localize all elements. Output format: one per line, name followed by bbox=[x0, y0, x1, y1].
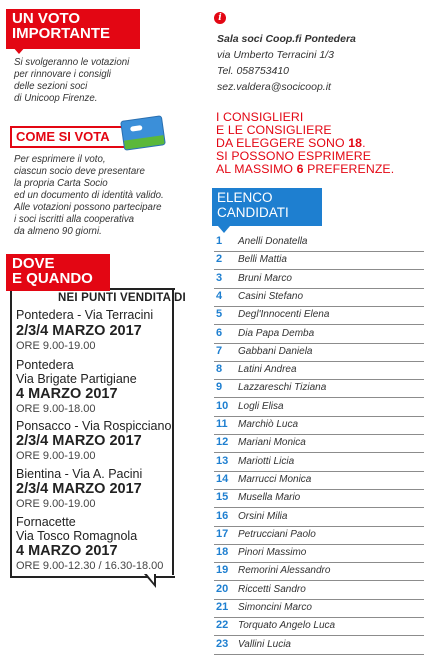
dove-heading-line1: DOVE bbox=[12, 255, 55, 272]
candidate-name: Dia Papa Demba bbox=[238, 327, 315, 339]
location-date: 2/3/4 MARZO 2017 bbox=[16, 481, 142, 497]
contact-phone: Tel. 058753410 bbox=[217, 65, 290, 77]
candidate-number: 10 bbox=[216, 399, 229, 412]
candidate-name: Remorini Alessandro bbox=[238, 565, 331, 577]
consiglieri-line: I CONSIGLIERI bbox=[216, 110, 304, 124]
candidate-row bbox=[214, 251, 424, 270]
candidate-row bbox=[214, 379, 424, 398]
voto-heading bbox=[6, 9, 140, 49]
candidate-row bbox=[214, 288, 424, 307]
voto-text-line: di Unicoop Firenze. bbox=[14, 93, 98, 104]
candidate-row bbox=[214, 489, 424, 508]
candidate-number: 15 bbox=[216, 491, 229, 504]
candidate-name: Latini Andrea bbox=[238, 364, 297, 376]
location-hours: ORE 9.00-18.00 bbox=[16, 403, 96, 415]
candidate-number: 4 bbox=[216, 289, 223, 302]
contact-email: sez.valdera@socicoop.it bbox=[217, 81, 331, 93]
come-text-line: ed un documento di identità valido. bbox=[14, 190, 164, 201]
candidate-number: 23 bbox=[216, 637, 229, 650]
candidate-row bbox=[214, 306, 424, 325]
location-place: Bientina - Via A. Pacini bbox=[16, 467, 143, 481]
locations-box-border bbox=[172, 288, 174, 575]
consiglieri-line: E LE CONSIGLIERE bbox=[216, 123, 332, 137]
candidate-row bbox=[214, 526, 424, 545]
candidate-row bbox=[214, 636, 424, 655]
candidate-name: Mariani Monica bbox=[238, 437, 306, 449]
candidate-number: 5 bbox=[216, 308, 223, 321]
location-place: Pontedera bbox=[16, 358, 74, 372]
voto-description bbox=[14, 57, 184, 105]
candidate-name: Lazzareschi Tiziana bbox=[238, 382, 327, 394]
candidate-number: 14 bbox=[216, 472, 229, 485]
candidate-row bbox=[214, 361, 424, 380]
candidate-row bbox=[214, 343, 424, 362]
candidate-row bbox=[214, 453, 424, 472]
location-date: 2/3/4 MARZO 2017 bbox=[16, 323, 142, 339]
consiglieri-notice bbox=[216, 111, 426, 176]
candidate-number: 1 bbox=[216, 235, 223, 247]
candidate-row bbox=[214, 581, 424, 600]
candidate-name: Anelli Donatella bbox=[238, 236, 308, 247]
elenco-heading bbox=[212, 188, 322, 226]
candidate-row bbox=[214, 416, 424, 435]
candidate-number: 11 bbox=[216, 418, 228, 430]
elenco-heading-line2: CANDIDATI bbox=[217, 205, 289, 220]
candidate-name: Riccetti Sandro bbox=[238, 583, 306, 595]
come-text-line: Alle votazioni possono partecipare bbox=[14, 202, 162, 213]
candidate-name: Marrucci Monica bbox=[238, 473, 312, 485]
candidate-number: 17 bbox=[216, 527, 229, 540]
consiglieri-line: AL MASSIMO 6 PREFERENZE. bbox=[216, 162, 395, 176]
candidate-row bbox=[214, 544, 424, 563]
location-hours: ORE 9.00-19.00 bbox=[16, 450, 96, 462]
dove-heading-line2: E QUANDO bbox=[12, 270, 93, 287]
seats-count: 18 bbox=[348, 136, 363, 150]
candidate-name: Mariotti Licia bbox=[238, 455, 295, 467]
candidate-number: 16 bbox=[216, 509, 229, 522]
candidate-row bbox=[214, 398, 424, 417]
candidate-row bbox=[214, 617, 424, 636]
candidate-name: Gabbani Daniela bbox=[238, 345, 313, 357]
candidate-number: 3 bbox=[216, 271, 223, 284]
candidate-row bbox=[214, 270, 424, 289]
elenco-heading-pointer bbox=[218, 226, 230, 233]
candidate-row bbox=[214, 508, 424, 527]
consiglieri-line: DA ELEGGERE SONO 18. bbox=[216, 136, 366, 150]
candidate-name: Petrucciani Paolo bbox=[238, 528, 316, 540]
preferences-count: 6 bbox=[296, 162, 304, 176]
candidate-number: 2 bbox=[216, 253, 223, 266]
candidate-name: Bruni Marco bbox=[238, 272, 292, 284]
come-text-line: la propria Carta Socio bbox=[14, 178, 108, 189]
location-hours: ORE 9.00-19.00 bbox=[16, 340, 96, 352]
location-date: 4 MARZO 2017 bbox=[16, 386, 118, 402]
candidate-number: 7 bbox=[216, 344, 223, 357]
candidate-row bbox=[214, 562, 424, 581]
candidate-name: Degl'Innocenti Elena bbox=[238, 309, 330, 321]
location-street: Via Brigate Partigiane bbox=[16, 372, 137, 386]
candidate-name: Orsini Milia bbox=[238, 510, 288, 522]
candidate-row bbox=[214, 233, 424, 252]
candidate-number: 22 bbox=[216, 619, 229, 632]
candidate-name: Logli Elisa bbox=[238, 400, 284, 412]
come-text-line: i soci iscritti alla cooperativa bbox=[14, 214, 135, 225]
come-si-vota-heading: COME SI VOTA bbox=[10, 126, 126, 148]
info-icon: i bbox=[214, 12, 226, 24]
elenco-heading-line1: ELENCO bbox=[217, 190, 273, 205]
candidate-number: 12 bbox=[216, 436, 229, 449]
candidate-number: 21 bbox=[216, 601, 229, 613]
voto-heading-line2: IMPORTANTE bbox=[12, 25, 111, 42]
come-description bbox=[14, 154, 214, 238]
candidate-row bbox=[214, 434, 424, 453]
candidate-name: Marchiò Luca bbox=[238, 419, 299, 430]
candidate-number: 6 bbox=[216, 326, 223, 339]
location-date: 2/3/4 MARZO 2017 bbox=[16, 433, 142, 449]
candidate-name: Belli Mattia bbox=[238, 254, 287, 266]
dove-heading bbox=[6, 254, 110, 291]
candidate-name: Vallini Lucia bbox=[238, 638, 291, 650]
contact-street: via Umberto Terracini 1/3 bbox=[217, 49, 334, 61]
candidate-number: 19 bbox=[216, 564, 229, 577]
candidate-row bbox=[214, 599, 424, 618]
voto-text-line: delle sezioni soci bbox=[14, 81, 88, 92]
candidate-row bbox=[214, 471, 424, 490]
contact-name: Sala soci Coop.fi Pontedera bbox=[217, 33, 356, 45]
candidate-number: 13 bbox=[216, 454, 229, 467]
location-date: 4 MARZO 2017 bbox=[16, 543, 118, 559]
candidate-number: 8 bbox=[216, 363, 223, 376]
candidate-name: Casini Stefano bbox=[238, 290, 304, 302]
candidate-name: Torquato Angelo Luca bbox=[238, 620, 336, 632]
location-place: Fornacette bbox=[16, 515, 76, 529]
candidate-row bbox=[214, 325, 424, 344]
voto-heading-pointer bbox=[12, 46, 26, 54]
voto-text-line: per rinnovare i consigli bbox=[14, 69, 111, 80]
location-street: Via Tosco Romagnola bbox=[16, 529, 138, 543]
location-hours: ORE 9.00-12.30 / 16.30-18.00 bbox=[16, 560, 164, 572]
candidate-number: 20 bbox=[216, 582, 229, 595]
location-hours: ORE 9.00-19.00 bbox=[16, 498, 96, 510]
candidate-name: Musella Mario bbox=[238, 492, 301, 504]
punti-vendita-subtitle: NEI PUNTI VENDITA DI bbox=[58, 292, 186, 304]
voto-heading-line1: UN VOTO bbox=[12, 10, 81, 27]
come-text-line: da almeno 90 giorni. bbox=[14, 226, 102, 237]
candidate-number: 18 bbox=[216, 546, 229, 559]
candidate-name: Pinori Massimo bbox=[238, 547, 307, 559]
consiglieri-line: SI POSSONO ESPRIMERE bbox=[216, 149, 372, 163]
candidate-number: 9 bbox=[216, 381, 223, 394]
candidate-name: Simoncini Marco bbox=[238, 602, 312, 613]
voto-text-line: Si svolgeranno le votazioni bbox=[14, 57, 130, 68]
socio-card-icon bbox=[120, 115, 166, 151]
come-text-line: ciascun socio deve presentare bbox=[14, 166, 145, 177]
come-text-line: Per esprimere il voto, bbox=[14, 154, 106, 165]
location-place: Ponsacco - Via Rospicciano bbox=[16, 419, 172, 433]
location-place: Pontedera - Via Terracini bbox=[16, 308, 154, 322]
